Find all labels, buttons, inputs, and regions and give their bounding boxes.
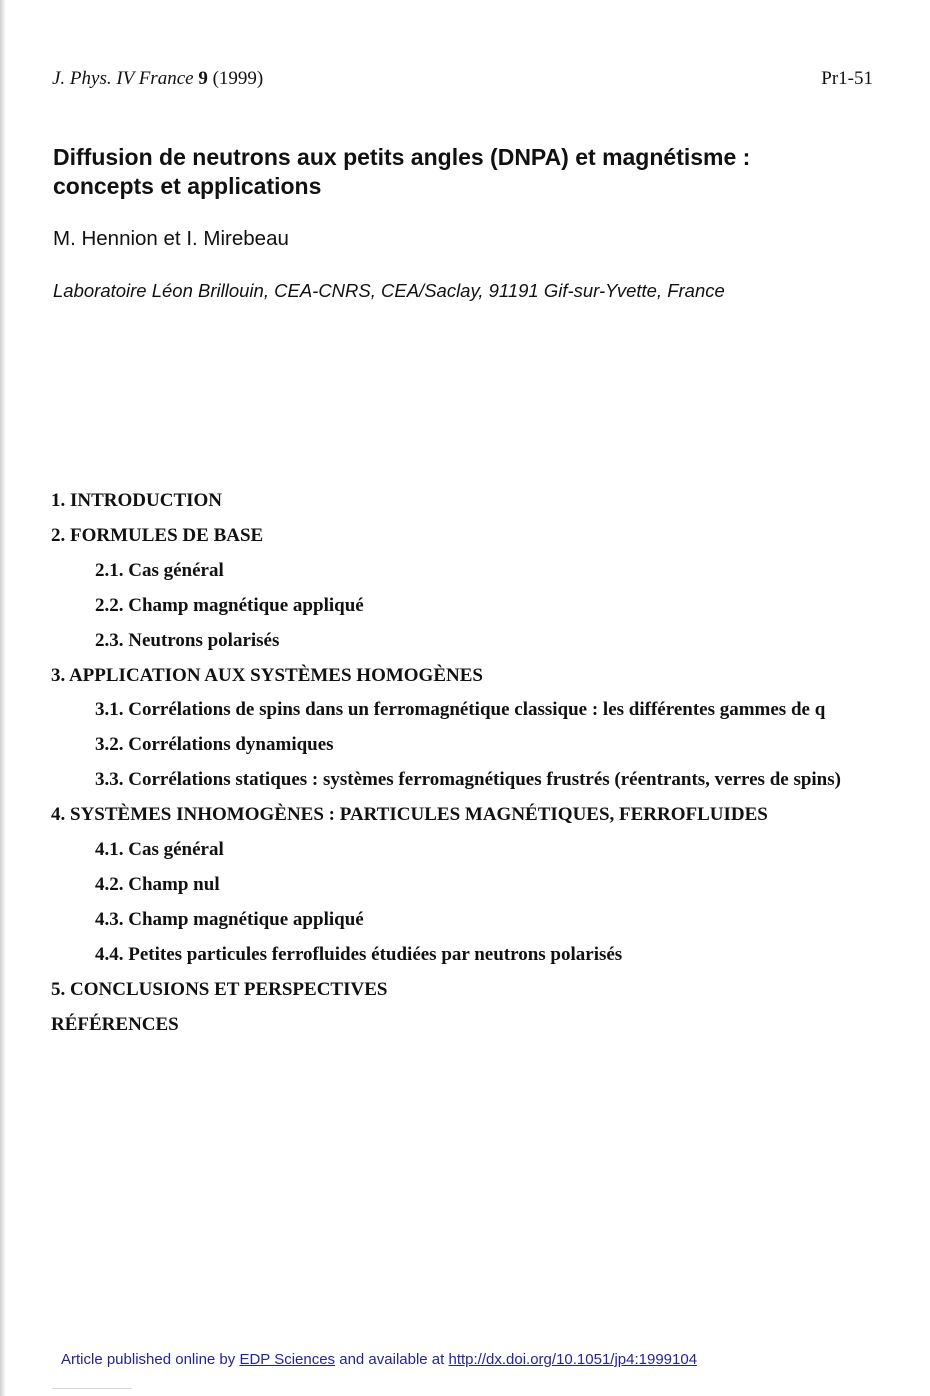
toc-subsection-heading: 2.1. Cas général [95, 560, 224, 581]
toc-subsection-heading: 4.2. Champ nul [95, 874, 220, 895]
affiliation: Laboratoire Léon Brillouin, CEA-CNRS, CEA/Saclay, 91191 Gif-sur-Yvette, France [53, 280, 725, 301]
publication-footer [61, 1351, 697, 1368]
footer-prefix: Article published online by [61, 1351, 236, 1368]
toc-section-heading: 3. APPLICATION AUX SYSTÈMES HOMOGÈNES [51, 665, 483, 686]
running-head [52, 68, 873, 92]
journal-volume: 9 [198, 68, 208, 89]
doi-link[interactable]: http://dx.doi.org/10.1051/jp4:1999104 [448, 1351, 698, 1368]
toc-subsection-heading: 2.3. Neutrons polarisés [95, 630, 280, 651]
footer-middle: and available at [339, 1351, 445, 1368]
journal-citation [52, 68, 263, 90]
toc-section-heading: 5. CONCLUSIONS ET PERSPECTIVES [51, 979, 388, 1000]
toc-subsection-heading: 2.2. Champ magnétique appliqué [95, 595, 364, 616]
toc-section-heading: 1. INTRODUCTION [51, 490, 223, 511]
edp-sciences-link[interactable]: EDP Sciences [239, 1351, 336, 1368]
paper-title-line-2: concepts et applications [53, 173, 322, 199]
page-number: Pr1-51 [821, 68, 873, 89]
toc-subsection-heading: 4.1. Cas général [95, 839, 224, 860]
toc-subsection-heading: 3.2. Corrélations dynamiques [95, 734, 334, 755]
authors: M. Hennion et I. Mirebeau [53, 227, 289, 250]
journal-year: (1999) [212, 68, 264, 89]
toc-subsection-heading: 4.3. Champ magnétique appliqué [95, 909, 364, 930]
paper-title [53, 143, 883, 201]
journal-name: J. Phys. IV France [52, 68, 194, 89]
toc-section-heading: 2. FORMULES DE BASE [51, 525, 264, 546]
toc-subsection-heading: 3.3. Corrélations statiques : systèmes ferromagnétiques frustrés (réentrants, verres de spins) [95, 769, 841, 790]
toc-section-heading: RÉFÉRENCES [51, 1014, 179, 1035]
toc-subsection-heading: 3.1. Corrélations de spins dans un ferromagnétique classique : les différentes gammes de q [95, 699, 826, 720]
bottom-rule [52, 1388, 132, 1389]
toc-section-heading: 4. SYSTÈMES INHOMOGÈNES : PARTICULES MAGNÉTIQUES, FERROFLUIDES [51, 804, 768, 825]
toc-subsection-heading: 4.4. Petites particules ferrofluides étudiées par neutrons polarisés [95, 944, 623, 965]
paper-title-line-1: Diffusion de neutrons aux petits angles (DNPA) et magnétisme : [53, 144, 751, 170]
